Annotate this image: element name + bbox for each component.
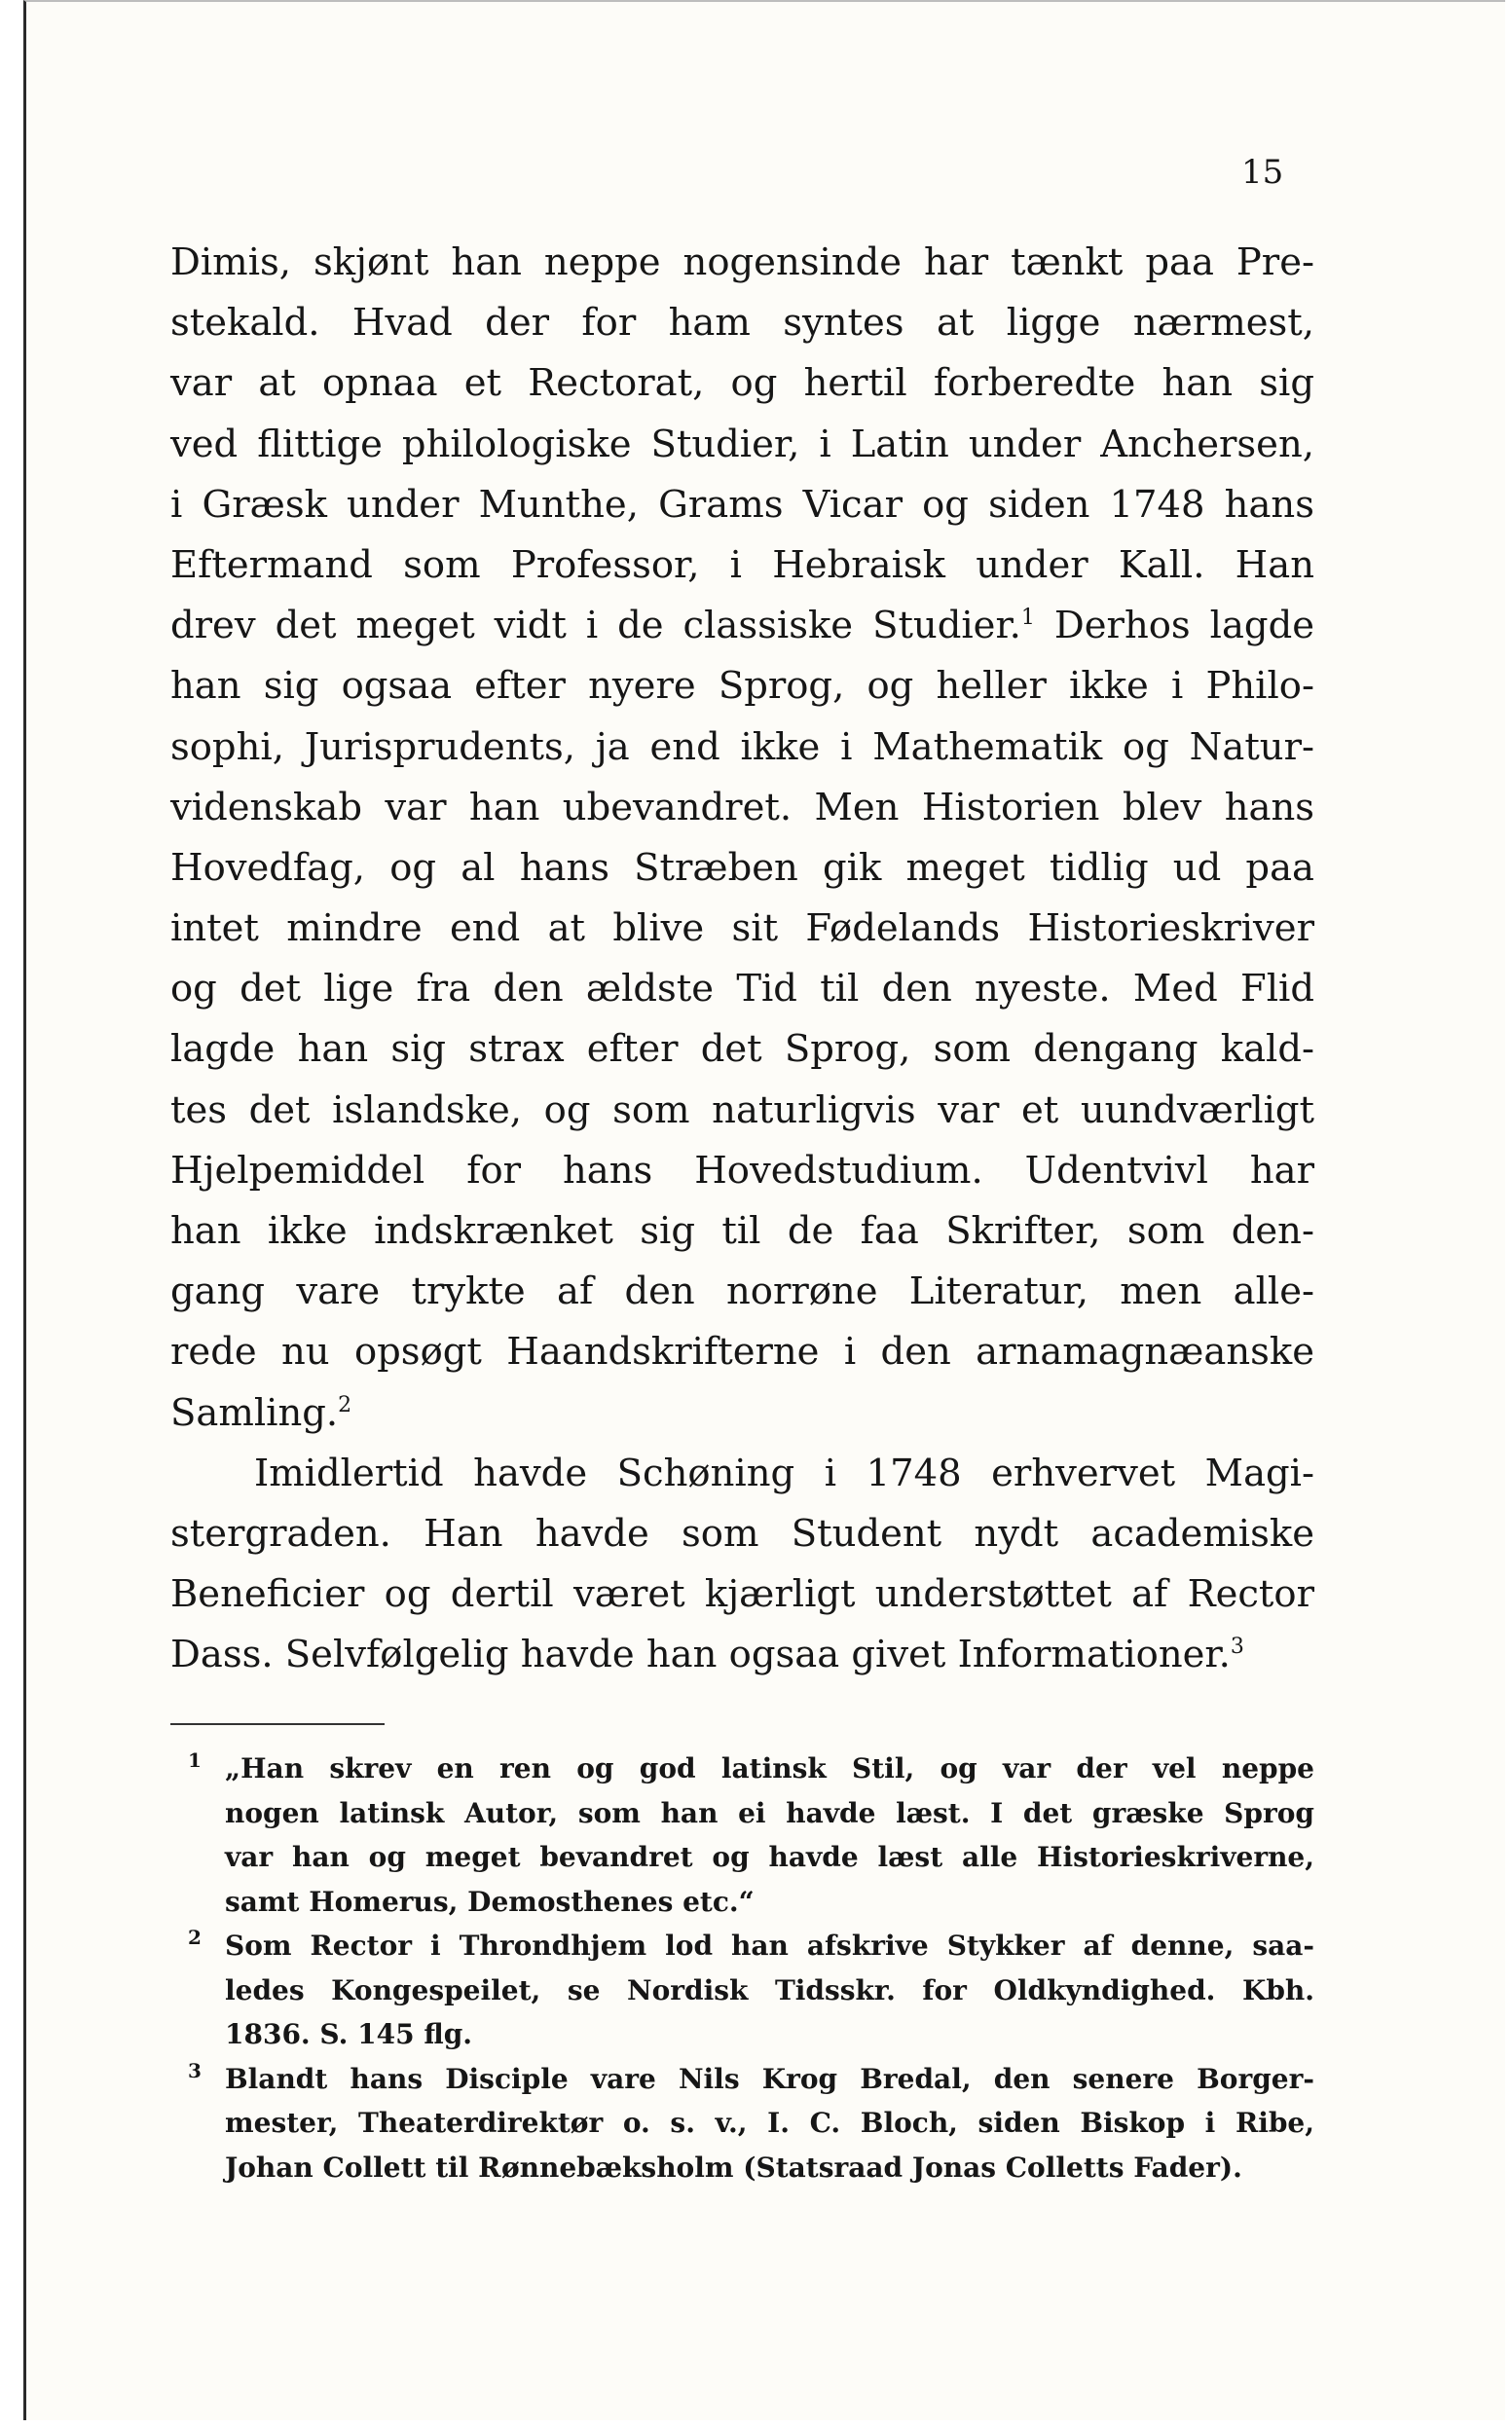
text-line: lagde han sig strax efter det Sprog, som dengang kald- [170, 1027, 1314, 1072]
text-line: sophi, Jurisprudents, ja end ikke i Mathematik og Natur- [170, 724, 1314, 769]
footnote-ref-3: 3 [1230, 1635, 1244, 1660]
text-line: Eftermand som Professor, i Hebraisk under Kall. Han [170, 542, 1314, 587]
footnote-mark: 3 [188, 2058, 202, 2082]
text-line: var at opnaa et Rectorat, og hertil forberedte han sig [170, 361, 1314, 406]
text-line: ved flittige philologiske Studier, i Latin under Anchersen, [170, 422, 1314, 466]
text-line-with-note-ref [170, 1625, 1314, 1685]
text-line: gang vare trykte af den norrøne Literatur, men alle- [170, 1269, 1314, 1314]
footnote-ref-2: 2 [338, 1392, 352, 1417]
text-line: Hovedfag, og al hans Stræben gik meget tidlig ud paa [170, 845, 1314, 890]
text-line: Hjelpemiddel for hans Hovedstudium. Udentvivl har [170, 1148, 1314, 1193]
page-number: 15 [1241, 153, 1284, 192]
footnote-2 [170, 1924, 1314, 2057]
text-line: og det lige fra den ældste Tid til den nyeste. Med Flid [170, 967, 1314, 1012]
footnote-line: var han og meget bevandret og havde læst alle Historieskriverne, [225, 1841, 1314, 1873]
text-line: stekald. Hvad der for ham syntes at ligge nærmest, [170, 301, 1314, 346]
footnote-1 [170, 1747, 1314, 1924]
text-line: i Græsk under Munthe, Grams Vicar og siden 1748 hans [170, 482, 1314, 527]
footnote-line: samt Homerus, Demosthenes etc.“ [225, 1885, 755, 1918]
footnote-line: Johan Collett til Rønnebæksholm (Statsraad Jonas Colletts Fader). [225, 2151, 1242, 2184]
text-line: rede nu opsøgt Haandskrifterne i den arnamagnæanske [170, 1330, 1314, 1375]
text-line: han ikke indskrænket sig til de faa Skrifter, som den- [170, 1209, 1314, 1253]
footnote-line: nogen latinsk Autor, som han ei havde læst. I det græske Sprog [225, 1796, 1314, 1829]
text-line: Imidlertid havde Schøning i 1748 erhvervet Magi- [254, 1451, 1314, 1495]
text-line: Beneficier og dertil været kjærligt understøttet af Rector [170, 1572, 1314, 1617]
text-line: han sig ogsaa efter nyere Sprog, og heller ikke i Philo- [170, 664, 1314, 709]
footnote-line: ledes Kongespeilet, se Nordisk Tidsskr. for Oldkyndighed. Kbh. [225, 1973, 1314, 2006]
footnote-separator [170, 1723, 385, 1725]
body-text [170, 233, 1314, 1686]
text-line-with-note-ref [170, 1383, 1314, 1444]
text-line: Dimis, skjønt han neppe nogensinde har tænkt paa Pre- [170, 240, 1314, 284]
text-line-with-note-ref [170, 596, 1314, 656]
footnote-ref-1: 1 [1020, 606, 1035, 631]
text-segment: Samling. [170, 1390, 339, 1435]
footnote-text: Som Rector i Throndhjem lod han afskrive Stykker af denne, saa- [225, 1930, 1314, 1962]
footnote-mark: 1 [188, 1748, 202, 1772]
text-line: intet mindre end at blive sit Fødelands Historieskriver [170, 906, 1314, 951]
text-line: tes det islandske, og som naturligvis var et uundværligt [170, 1087, 1314, 1132]
footnotes [170, 1747, 1314, 2189]
footnote-3 [170, 2057, 1314, 2190]
text-segment: drev det meget vidt i de classiske Studier. [170, 604, 1021, 648]
footnote-line [170, 1747, 1314, 1791]
text-line: videnskab var han ubevandret. Men Historien blev hans [170, 785, 1314, 829]
footnote-line: 1836. S. 145 flg. [225, 2018, 473, 2050]
footnote-line: mester, Theaterdirektør o. s. v., I. C. Bloch, siden Biskop i Ribe, [225, 2107, 1314, 2139]
book-page [23, 0, 1505, 2420]
footnote-line [170, 1924, 1314, 1968]
footnote-line [170, 2057, 1314, 2102]
text-segment: Derhos lagde [1034, 604, 1315, 648]
text-segment: Dass. Selvfølgelig havde han ogsaa givet Informationer. [170, 1633, 1231, 1677]
text-line: stergraden. Han havde som Student nydt academiske [170, 1511, 1314, 1556]
footnote-text: „Han skrev en ren og god latinsk Stil, og var der vel neppe [225, 1752, 1314, 1784]
footnote-text: Blandt hans Disciple vare Nils Krog Bredal, den senere Borger- [225, 2062, 1314, 2095]
footnote-mark: 2 [188, 1926, 202, 1949]
